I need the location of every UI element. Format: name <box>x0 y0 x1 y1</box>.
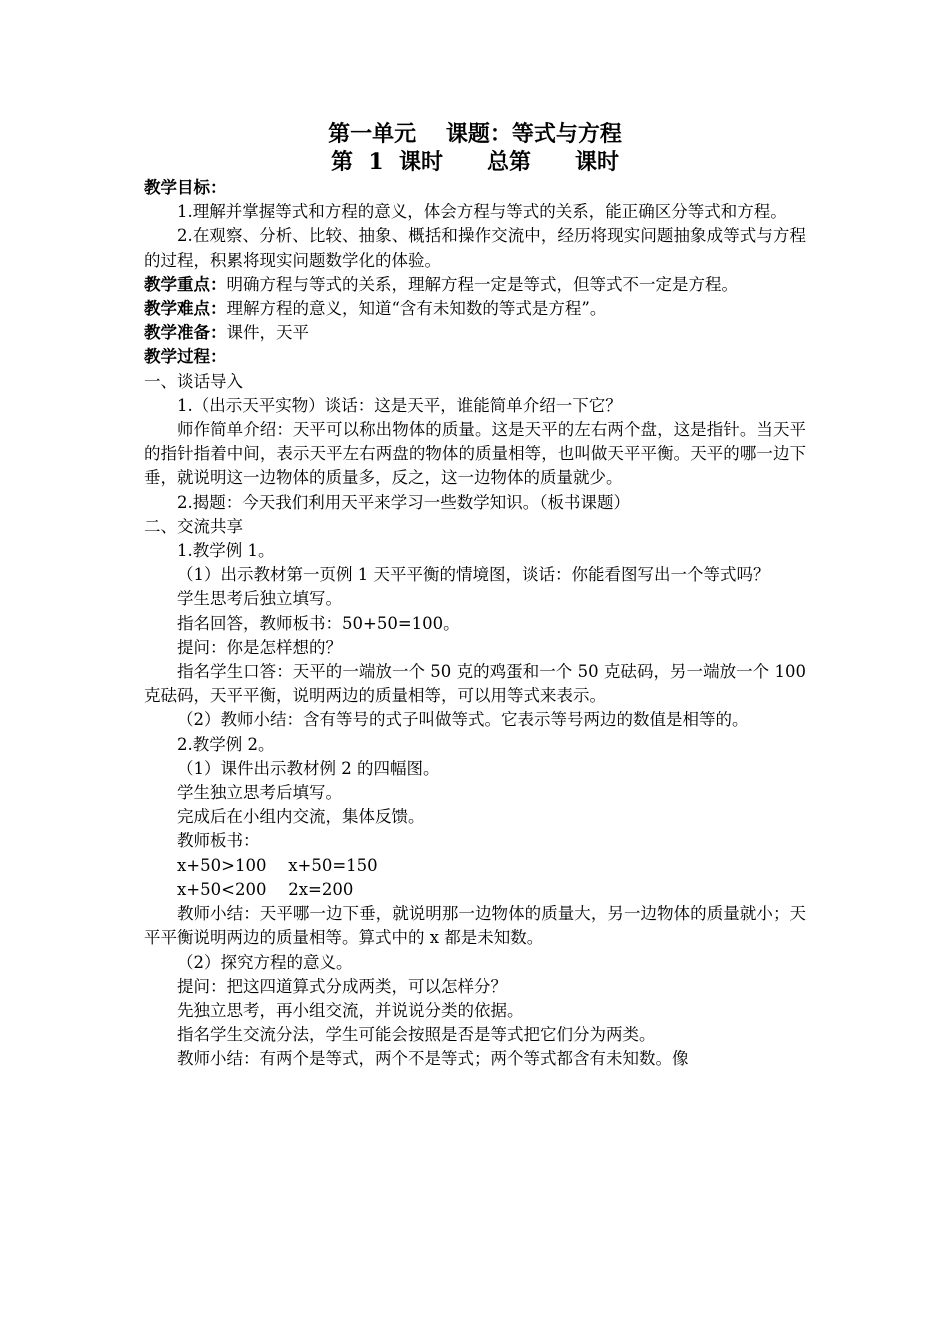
paragraph: （2）探究方程的意义。 <box>177 952 353 972</box>
paragraph: 2.教学例 2。 <box>177 734 275 754</box>
paragraph: （1）出示教材第一页例 1 天平平衡的情境图，谈话：你能看图写出一个等式吗？ <box>177 565 770 585</box>
paragraph: 学生思考后独立填写。 <box>177 589 342 609</box>
paragraph: 教师小结：有两个是等式，两个不是等式；两个等式都含有未知数。像 <box>177 1049 689 1069</box>
paragraph: 教师板书： <box>177 831 260 851</box>
section-heading: 二、交流共享 <box>144 516 243 536</box>
difficulty <box>144 297 806 321</box>
preparation-text: 课件，天平 <box>226 323 309 343</box>
paragraph: 学生独立思考后填写。 <box>177 783 342 803</box>
paragraph: 完成后在小组内交流，集体反馈。 <box>177 807 425 827</box>
objective-item: 2.在观察、分析、比较、抽象、概括和操作交流中，经历将现实问题抽象成等式与方程的过程，积累将现实问题数学化的体验。 <box>144 226 806 270</box>
paragraph: 1.教学例 1。 <box>177 541 275 561</box>
preparation <box>144 321 806 345</box>
equation-line: x+50>100 x+50=150 <box>177 855 378 875</box>
difficulty-text: 理解方程的意义，知道“含有未知数的等式是方程”。 <box>226 299 607 319</box>
paragraph: 指名回答，教师板书：50+50=100。 <box>177 613 460 633</box>
key-point-text: 明确方程与等式的关系，理解方程一定是等式，但等式不一定是方程。 <box>226 274 738 294</box>
lesson-title: 第一单元 课题：等式与方程 <box>328 121 622 147</box>
paragraph: 教师小结：天平哪一边下垂，就说明那一边物体的质量大，另一边物体的质量就小；天平平衡说明两边的质量相等。算式中的 x 都是未知数。 <box>144 904 806 948</box>
document-body <box>144 176 806 1072</box>
document-page <box>144 120 806 1072</box>
process-label: 教学过程： <box>144 347 227 367</box>
paragraph: 指名学生交流分法，学生可能会按照是否是等式把它们分为两类。 <box>177 1025 656 1045</box>
key-point-label: 教学重点： <box>144 274 227 294</box>
paragraph: 提问：把这四道算式分成两类，可以怎样分？ <box>177 976 507 996</box>
paragraph: 先独立思考，再小组交流，并说说分类的依据。 <box>177 1000 524 1020</box>
difficulty-label: 教学难点： <box>144 299 227 319</box>
objectives-label: 教学目标： <box>144 178 227 197</box>
paragraph: （2）教师小结：含有等号的式子叫做等式。它表示等号两边的数值是相等的。 <box>177 710 749 730</box>
objective-item: 1.理解并掌握等式和方程的意义，体会方程与等式的关系，能正确区分等式和方程。 <box>177 202 787 222</box>
equation-line: x+50<200 2x=200 <box>177 879 354 899</box>
paragraph: 2.揭题：今天我们利用天平来学习一些数学知识。（板书课题） <box>177 492 630 512</box>
paragraph: 指名学生口答：天平的一端放一个 50 克的鸡蛋和一个 50 克砝码，另一端放一个 100 克砝码，天平平衡，说明两边的质量相等，可以用等式来表示。 <box>144 662 806 706</box>
paragraph: 提问：你是怎样想的？ <box>177 637 342 657</box>
paragraph: 1.（出示天平实物）谈话：这是天平，谁能简单介绍一下它？ <box>177 395 622 415</box>
lesson-period: 第 1 课时 总第 课时 <box>331 149 619 175</box>
key-point <box>144 273 806 297</box>
preparation-label: 教学准备： <box>144 323 227 343</box>
paragraph: （1）课件出示教材例 2 的四幅图。 <box>177 758 440 778</box>
paragraph: 师作简单介绍：天平可以称出物体的质量。这是天平的左右两个盘，这是指针。当天平的指针指着中间，表示天平左右两盘的物体的质量相等，也叫做天平平衡。天平的哪一边下垂，就说明这一边物体的质量多，反之，这一边物体的质量就少。 <box>144 420 806 488</box>
section-heading: 一、谈话导入 <box>144 371 243 391</box>
